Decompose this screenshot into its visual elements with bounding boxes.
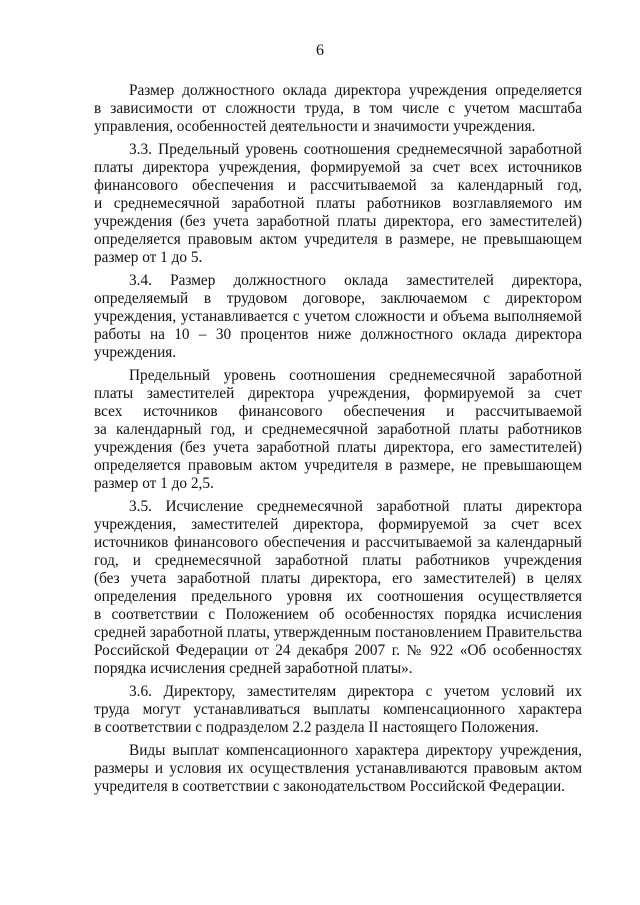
text-line: труда могут устанавливаться выплаты компенсационного характера <box>94 701 582 718</box>
text-line: определяется правовым актом учредителя в размере, не превышающем <box>94 457 582 474</box>
text-line: Предельный уровень соотношения среднемесячной заработной <box>129 367 582 384</box>
text-line: Российской Федерации от 24 декабря 2007 г. № 922 «Об особенностях <box>94 642 582 659</box>
text-line: за календарный год, и среднемесячной заработной платы работников <box>94 421 582 438</box>
text-line: учреждения (без учета заработной платы директора, его заместителей) <box>94 439 582 456</box>
text-line: всех источников финансового обеспечения и рассчитываемой <box>94 403 582 420</box>
text-line: в соответствии с подразделом 2.2 раздела II настоящего Положения. <box>94 719 539 736</box>
text-line: работы на 10 – 30 процентов ниже должностного оклада директора <box>94 326 582 343</box>
text-line: финансового обеспечения и рассчитываемой за календарный год, <box>94 177 582 194</box>
text-line: год, и среднемесячной заработной платы работников учреждения <box>94 552 582 569</box>
text-line: (без учета заработной платы директора, его заместителей) в целях <box>94 570 582 587</box>
text-line: учреждения, заместителей директора, формируемой за счет всех <box>94 516 582 533</box>
text-line: в зависимости от сложности труда, в том числе с учетом масштаба <box>94 100 582 117</box>
text-line: источников финансового обеспечения и рассчитываемой за календарный <box>94 534 582 551</box>
text-line: порядка исчисления средней заработной платы». <box>94 660 413 677</box>
text-line: учреждения, устанавливается с учетом сложности и объема выполняемой <box>94 308 582 325</box>
text-line: Размер должностного оклада директора учреждения определяется <box>129 82 582 99</box>
text-line: 3.6. Директору, заместителям директора с учетом условий их <box>129 683 582 700</box>
text-line: размер от 1 до 2,5. <box>94 475 214 492</box>
text-line: учреждения. <box>94 344 177 361</box>
page-number: 6 <box>316 42 324 59</box>
text-line: Виды выплат компенсационного характера директору учреждения, <box>129 742 582 759</box>
text-line: средней заработной платы, утвержденным постановлением Правительства <box>94 624 582 641</box>
text-line: 3.4. Размер должностного оклада заместителей директора, <box>129 272 582 289</box>
text-line: 3.5. Исчисление среднемесячной заработной платы директора <box>129 498 582 515</box>
text-line: определения предельного уровня их соотношения осуществляется <box>94 588 582 605</box>
text-line: и среднемесячной заработной платы работников возглавляемого им <box>94 195 582 212</box>
text-line: размеры и условия их осуществления устанавливаются правовым актом <box>94 760 582 777</box>
text-line: платы заместителей директора учреждения, формируемой за счет <box>94 385 582 402</box>
text-line: размер от 1 до 5. <box>94 249 203 266</box>
text-line: 3.3. Предельный уровень соотношения среднемесячной заработной <box>129 141 582 158</box>
text-line: управления, особенностей деятельности и значимости учреждения. <box>94 118 536 135</box>
text-line: определяемый в трудовом договоре, заключаемом с директором <box>94 290 582 307</box>
text-line: платы директора учреждения, формируемой за счет всех источников <box>94 159 582 176</box>
text-line: учредителя в соответствии с законодательством Российской Федерации. <box>94 778 565 795</box>
text-line: определяется правовым актом учредителя в размере, не превышающем <box>94 231 582 248</box>
text-line: учреждения (без учета заработной платы директора, его заместителей) <box>94 213 582 230</box>
text-line: в соответствии с Положением об особенностях порядка исчисления <box>94 606 582 623</box>
